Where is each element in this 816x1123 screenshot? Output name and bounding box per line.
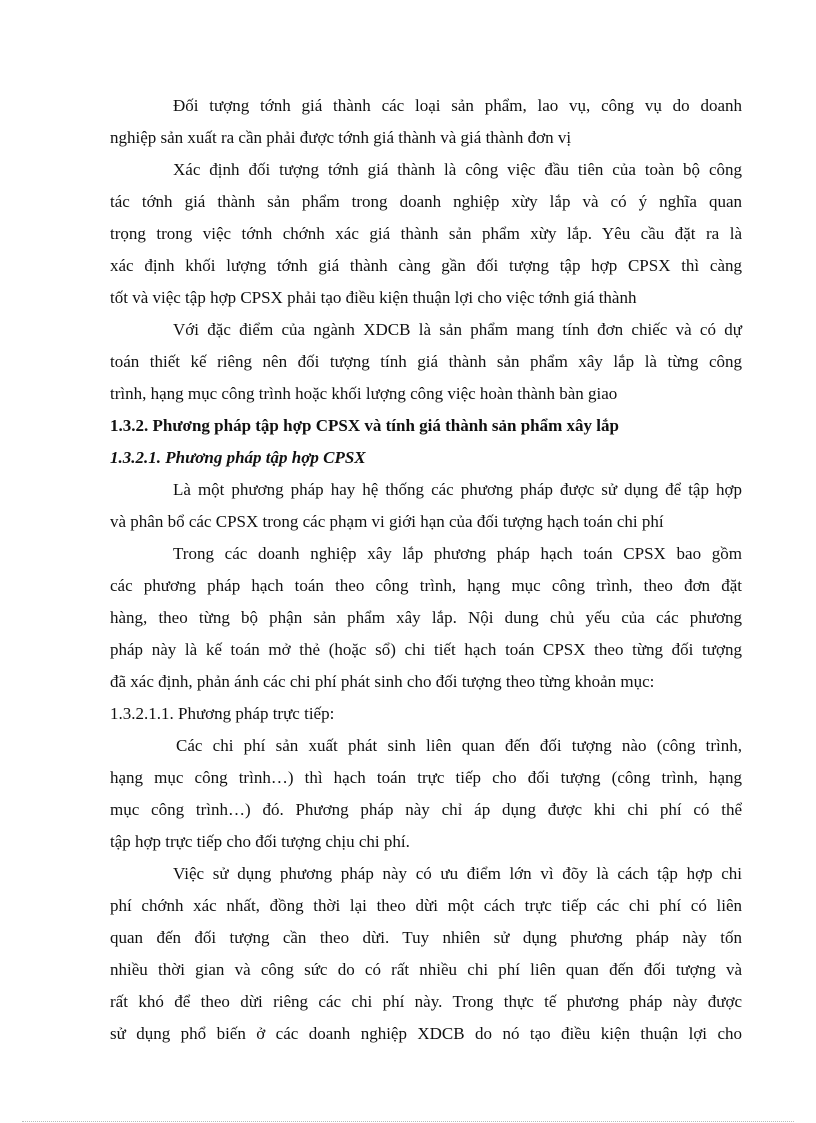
paragraph-line: rất khó để theo dừi riêng các chi phí này. Trong thực tế phương pháp này được bbox=[110, 992, 742, 1011]
paragraph-line: trình, hạng mục công trình hoặc khối lượng công việc hoàn thành bàn giao bbox=[110, 384, 618, 403]
paragraph-line: sử dụng phổ biến ở các doanh nghiệp XDCB do nó tạo điều kiện thuận lợi cho bbox=[110, 1024, 742, 1043]
paragraph-line: Là một phương pháp hay hệ thống các phương pháp được sử dụng để tập hợp bbox=[173, 480, 742, 499]
paragraph-line: Các chi phí sản xuất phát sinh liên quan đến đối tượng nào (công trình, bbox=[176, 736, 742, 755]
paragraph-line: quan đến đối tượng cần theo dừi. Tuy nhiên sử dụng phương pháp này tốn bbox=[110, 928, 742, 947]
subsection-heading: 1.3.2.1. Phương pháp tập hợp CPSX bbox=[110, 448, 366, 467]
paragraph-line: nghiệp sản xuất ra cần phải được tớnh giá thành và giá thành đơn vị bbox=[110, 128, 572, 147]
paragraph-line: mục công trình…) đó. Phương pháp này chỉ áp dụng được khi chi phí có thể bbox=[110, 800, 742, 819]
paragraph-line: tập hợp trực tiếp cho đối tượng chịu chi phí. bbox=[110, 832, 410, 851]
paragraph-line: tác tớnh giá thành sản phẩm trong doanh nghiệp xừy lắp và có ý nghĩa quan bbox=[110, 192, 742, 211]
paragraph-line: xác định khối lượng tớnh giá thành càng gần đối tượng tập hợp CPSX thì càng bbox=[110, 256, 742, 275]
paragraph-line: Xác định đối tượng tớnh giá thành là công việc đầu tiên của toàn bộ công bbox=[173, 160, 742, 179]
paragraph-line: Với đặc điểm của ngành XDCB là sản phẩm mang tính đơn chiếc và có dự bbox=[173, 320, 742, 339]
paragraph-line: Việc sử dụng phương pháp này có ưu điểm lớn vì đõy là cách tập hợp chi bbox=[173, 864, 742, 883]
paragraph-line: và phân bổ các CPSX trong các phạm vi giới hạn của đối tượng hạch toán chi phí bbox=[110, 512, 664, 531]
paragraph-line: tốt và việc tập hợp CPSX phải tạo điều kiện thuận lợi cho việc tớnh giá thành bbox=[110, 288, 637, 307]
paragraph-line: Đối tượng tớnh giá thành các loại sản phẩm, lao vụ, công vụ do doanh bbox=[173, 96, 742, 115]
paragraph-line: đã xác định, phản ánh các chi phí phát sinh cho đối tượng theo từng khoản mục: bbox=[110, 672, 655, 691]
paragraph-line: trọng trong việc tớnh chớnh xác giá thành sản phẩm xừy lắp. Yêu cầu đặt ra là bbox=[110, 224, 742, 243]
section-heading: 1.3.2. Phương pháp tập hợp CPSX và tính giá thành sản phẩm xây lắp bbox=[110, 416, 619, 435]
paragraph-line: nhiều thời gian và công sức do có rất nhiều chi phí liên quan đến đối tượng và bbox=[110, 960, 742, 979]
paragraph-line: toán thiết kế riêng nên đối tượng tính giá thành sản phẩm xây lắp là từng công bbox=[110, 352, 742, 371]
paragraph-line: hạng mục công trình…) thì hạch toán trực tiếp cho đối tượng (công trình, hạng bbox=[110, 768, 742, 787]
subsubsection-heading: 1.3.2.1.1. Phương pháp trực tiếp: bbox=[110, 704, 335, 723]
paragraph-line: Trong các doanh nghiệp xây lắp phương pháp hạch toán CPSX bao gồm bbox=[173, 544, 742, 563]
paragraph-line: phí chớnh xác nhất, đồng thời lại theo dừi một cách trực tiếp các chi phí có liên bbox=[110, 896, 742, 915]
paragraph-line: pháp này là kế toán mở thẻ (hoặc sổ) chi tiết hạch toán CPSX theo từng đối tượng bbox=[110, 640, 742, 659]
page-bottom-divider bbox=[22, 1121, 794, 1122]
paragraph-line: các phương pháp hạch toán theo công trình, hạng mục công trình, theo đơn đặt bbox=[110, 576, 742, 595]
paragraph-line: hàng, theo từng bộ phận sản phẩm xây lắp. Nội dung chủ yếu của các phương bbox=[110, 608, 742, 627]
